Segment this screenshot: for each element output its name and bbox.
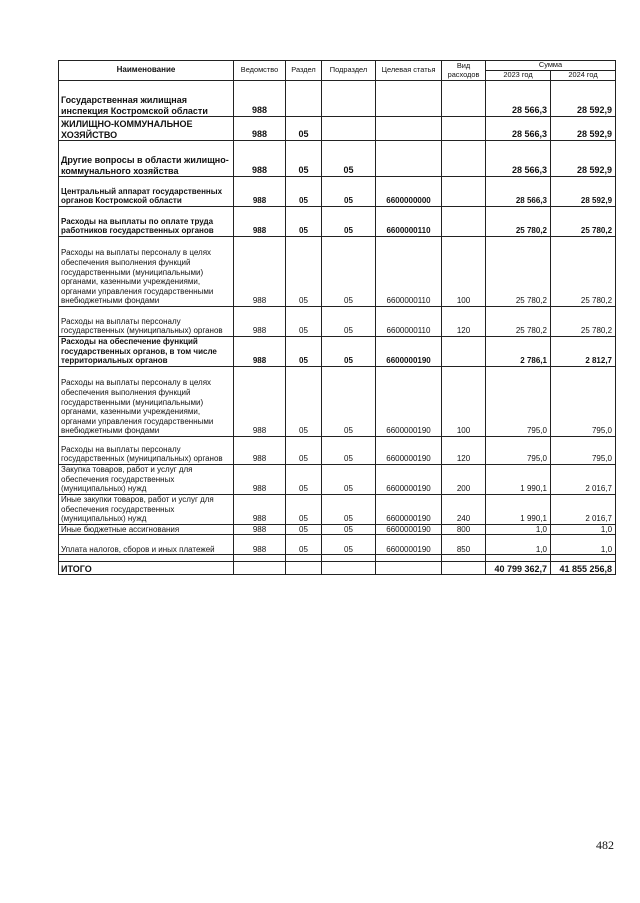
row-target: 6600000190: [376, 524, 442, 535]
row-sum-2023: 28 566,3: [486, 177, 551, 207]
row-target: 6600000190: [376, 337, 442, 367]
empty-row: [59, 555, 616, 562]
row-kind: [442, 207, 486, 237]
row-section: 05: [286, 524, 322, 535]
row-name: Расходы на выплаты по оплате труда работников государственных органов: [59, 207, 234, 237]
row-target: [376, 141, 442, 177]
row-section: 05: [286, 465, 322, 495]
row-section: 05: [286, 494, 322, 524]
row-section: 05: [286, 337, 322, 367]
row-dept: 988: [234, 307, 286, 337]
row-subsection: [322, 117, 376, 141]
row-section: 05: [286, 535, 322, 555]
row-kind: 850: [442, 535, 486, 555]
row-name: Расходы на выплаты персоналу в целях обеспечения выполнения функций государственными (муниципальными) органами, казенными учреждениями, органами управления государственными внебюджетными фондами: [59, 237, 234, 307]
row-subsection: 05: [322, 141, 376, 177]
header-name: Наименование: [59, 61, 234, 81]
row-target: [376, 117, 442, 141]
row-subsection: 05: [322, 524, 376, 535]
row-target: 6600000190: [376, 437, 442, 465]
header-target: Целевая статья: [376, 61, 442, 81]
row-name: Расходы на обеспечение функций государственных органов, в том числе территориальных органов: [59, 337, 234, 367]
header-subsection: Подраздел: [322, 61, 376, 81]
row-section: 05: [286, 141, 322, 177]
header-year-2024: 2024 год: [551, 71, 616, 81]
header-kind: Вид расходов: [442, 61, 486, 81]
row-sum-2024: 795,0: [551, 437, 616, 465]
row-sum-2023: 25 780,2: [486, 307, 551, 337]
table-row: [59, 367, 616, 437]
table-row: [59, 177, 616, 207]
row-subsection: [322, 81, 376, 117]
row-section: 05: [286, 237, 322, 307]
table-row: [59, 494, 616, 524]
table-row: [59, 437, 616, 465]
page-number: 482: [596, 838, 614, 852]
table-row: [59, 237, 616, 307]
row-sum-2024: 28 592,9: [551, 117, 616, 141]
row-subsection: 05: [322, 535, 376, 555]
table-row: [59, 535, 616, 555]
row-target: 6600000190: [376, 367, 442, 437]
row-subsection: 05: [322, 337, 376, 367]
row-kind: 120: [442, 437, 486, 465]
row-name: Расходы на выплаты персоналу государственных (муниципальных) органов: [59, 307, 234, 337]
row-kind: 240: [442, 494, 486, 524]
row-sum-2023: 1,0: [486, 524, 551, 535]
table-row: [59, 337, 616, 367]
row-sum-2024: 28 592,9: [551, 81, 616, 117]
row-section: 05: [286, 117, 322, 141]
row-subsection: 05: [322, 465, 376, 495]
row-dept: 988: [234, 367, 286, 437]
row-dept: 988: [234, 177, 286, 207]
row-sum-2023: 2 786,1: [486, 337, 551, 367]
row-name: Другие вопросы в области жилищно-коммунального хозяйства: [59, 141, 234, 177]
table-row: [59, 117, 616, 141]
row-sum-2024: 25 780,2: [551, 207, 616, 237]
budget-table: [58, 60, 616, 575]
budget-table-sheet: [58, 60, 615, 575]
row-kind: [442, 81, 486, 117]
row-kind: 800: [442, 524, 486, 535]
row-dept: 988: [234, 237, 286, 307]
row-sum-2024: 1,0: [551, 524, 616, 535]
header-year-2023: 2023 год: [486, 71, 551, 81]
row-target: 6600000190: [376, 535, 442, 555]
row-sum-2023: 28 566,3: [486, 81, 551, 117]
row-sum-2024: 795,0: [551, 367, 616, 437]
row-name: Иные закупки товаров, работ и услуг для обеспечения государственных (муниципальных) нужд: [59, 494, 234, 524]
row-target: 6600000110: [376, 307, 442, 337]
row-dept: 988: [234, 117, 286, 141]
table-row: [59, 524, 616, 535]
row-sum-2023: 795,0: [486, 367, 551, 437]
row-name: Центральный аппарат государственных органов Костромской области: [59, 177, 234, 207]
row-dept: 988: [234, 207, 286, 237]
row-name: Расходы на выплаты персоналу государственных (муниципальных) органов: [59, 437, 234, 465]
table-row: [59, 465, 616, 495]
row-dept: 988: [234, 141, 286, 177]
table-body: [59, 81, 616, 575]
row-name: Расходы на выплаты персоналу в целях обеспечения выполнения функций государственными (муниципальными) органами, казенными учреждениями, органами управления государственными внебюджетными фондами: [59, 367, 234, 437]
row-name: Государственная жилищная инспекция Костромской области: [59, 81, 234, 117]
total-sum-2023: 40 799 362,7: [486, 562, 551, 575]
row-target: 6600000110: [376, 207, 442, 237]
row-subsection: 05: [322, 177, 376, 207]
table-row: [59, 207, 616, 237]
row-kind: 120: [442, 307, 486, 337]
row-name: Уплата налогов, сборов и иных платежей: [59, 535, 234, 555]
row-dept: 988: [234, 437, 286, 465]
row-sum-2023: 25 780,2: [486, 207, 551, 237]
header-dept: Ведомство: [234, 61, 286, 81]
row-sum-2024: 25 780,2: [551, 237, 616, 307]
table-row: [59, 141, 616, 177]
row-subsection: 05: [322, 367, 376, 437]
row-dept: 988: [234, 81, 286, 117]
table-row: [59, 307, 616, 337]
row-subsection: 05: [322, 307, 376, 337]
row-subsection: 05: [322, 437, 376, 465]
row-kind: [442, 177, 486, 207]
row-sum-2023: 1 990,1: [486, 465, 551, 495]
row-kind: 100: [442, 367, 486, 437]
row-name: Иные бюджетные ассигнования: [59, 524, 234, 535]
row-sum-2023: 1 990,1: [486, 494, 551, 524]
row-kind: [442, 141, 486, 177]
row-sum-2023: 1,0: [486, 535, 551, 555]
row-dept: 988: [234, 494, 286, 524]
row-target: 6600000110: [376, 237, 442, 307]
row-section: 05: [286, 437, 322, 465]
row-section: 05: [286, 207, 322, 237]
row-subsection: 05: [322, 207, 376, 237]
row-kind: [442, 117, 486, 141]
total-sum-2024: 41 855 256,8: [551, 562, 616, 575]
row-name: Закупка товаров, работ и услуг для обеспечения государственных (муниципальных) нужд: [59, 465, 234, 495]
row-sum-2024: 28 592,9: [551, 141, 616, 177]
row-subsection: 05: [322, 237, 376, 307]
row-target: [376, 81, 442, 117]
row-sum-2024: 1,0: [551, 535, 616, 555]
row-sum-2023: 28 566,3: [486, 141, 551, 177]
row-section: 05: [286, 367, 322, 437]
row-target: 6600000190: [376, 494, 442, 524]
row-dept: 988: [234, 535, 286, 555]
row-section: 05: [286, 177, 322, 207]
row-sum-2024: 2 016,7: [551, 465, 616, 495]
row-section: 05: [286, 307, 322, 337]
row-sum-2024: 25 780,2: [551, 307, 616, 337]
row-sum-2024: 28 592,9: [551, 177, 616, 207]
row-target: 6600000190: [376, 465, 442, 495]
total-row: [59, 562, 616, 575]
header-sum: Сумма: [486, 61, 616, 71]
row-section: [286, 81, 322, 117]
row-kind: 200: [442, 465, 486, 495]
row-sum-2023: 795,0: [486, 437, 551, 465]
header-section: Раздел: [286, 61, 322, 81]
row-target: 6600000000: [376, 177, 442, 207]
row-kind: [442, 337, 486, 367]
row-name: ЖИЛИЩНО-КОММУНАЛЬНОЕ ХОЗЯЙСТВО: [59, 117, 234, 141]
row-subsection: 05: [322, 494, 376, 524]
row-sum-2024: 2 016,7: [551, 494, 616, 524]
row-sum-2023: 25 780,2: [486, 237, 551, 307]
row-dept: 988: [234, 465, 286, 495]
row-dept: 988: [234, 337, 286, 367]
row-sum-2023: 28 566,3: [486, 117, 551, 141]
total-label: ИТОГО: [59, 562, 234, 575]
row-sum-2024: 2 812,7: [551, 337, 616, 367]
table-row: [59, 81, 616, 117]
row-dept: 988: [234, 524, 286, 535]
row-kind: 100: [442, 237, 486, 307]
